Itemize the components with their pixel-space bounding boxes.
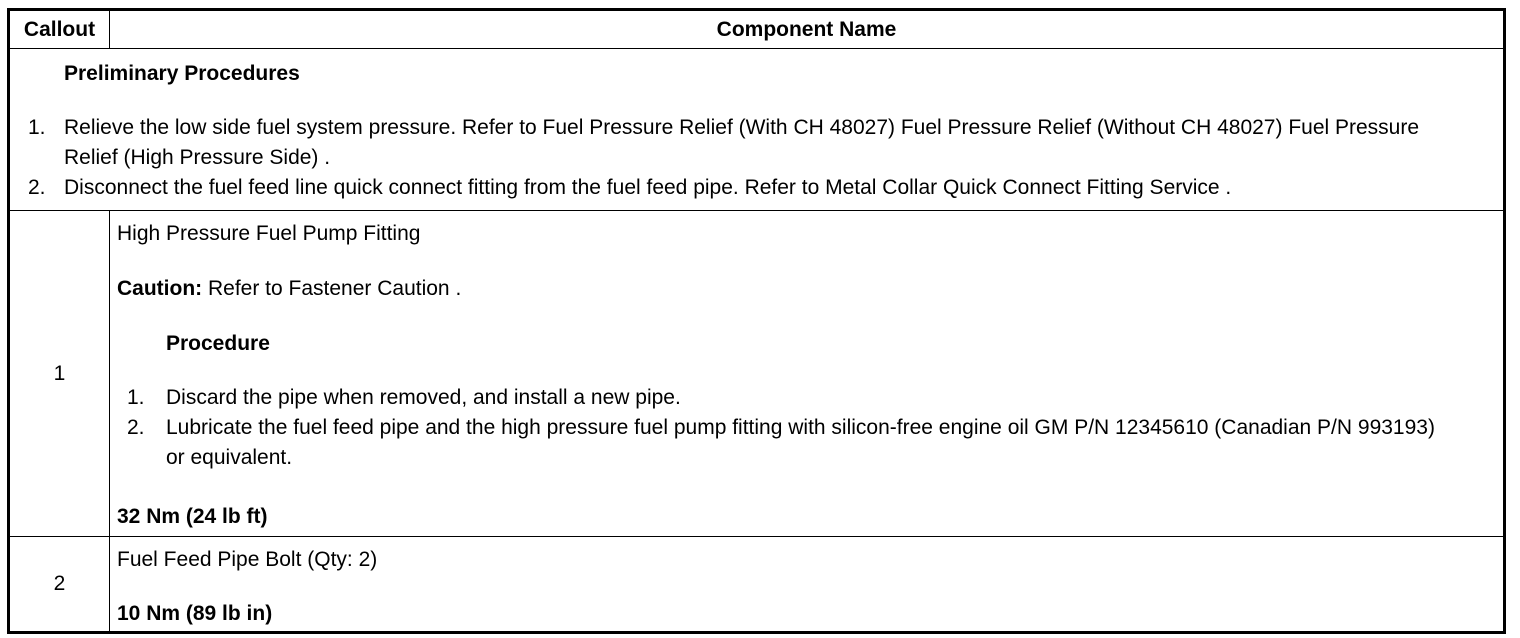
step-text: Disconnect the fuel feed line quick connect fitting from the fuel feed pipe. Refer to Metal Collar Quick Connect Fitting Service .: [64, 176, 1232, 199]
component-name: Fuel Feed Pipe Bolt (Qty: 2): [117, 548, 378, 571]
preliminary-step: [10, 113, 1473, 173]
step-text: Relieve the low side fuel system pressure. Refer to Fuel Pressure Relief (With CH 48027) Fuel Pressure Relief (Without CH 48027) Fuel Pressure Relief (High Pressure Side) .: [64, 116, 1420, 169]
callout-header: Callout: [9, 10, 110, 49]
procedure-steps: [110, 383, 1443, 473]
component-cell: [110, 537, 1505, 633]
component-name-header: Component Name: [110, 10, 1505, 49]
callout-number: 1: [9, 211, 110, 537]
preliminary-cell: [9, 49, 1505, 211]
procedure-title: Procedure: [166, 332, 270, 355]
component-name: High Pressure Fuel Pump Fitting: [117, 222, 421, 245]
table-row: [9, 211, 1505, 537]
step-number: 1.: [127, 386, 145, 409]
step-number: 1.: [28, 116, 46, 139]
preliminary-row: [9, 49, 1505, 211]
step-text: Lubricate the fuel feed pipe and the high pressure fuel pump fitting with silicon-free engine oil GM P/N 12345610 (Canadian P/N 993193) or equivalent.: [166, 416, 1435, 469]
procedure-table: [7, 8, 1506, 634]
preliminary-step: [10, 173, 1473, 203]
torque-spec: 10 Nm (89 lb in): [117, 602, 273, 625]
procedure-step: [110, 383, 1443, 413]
component-cell: [110, 211, 1505, 537]
step-text: Discard the pipe when removed, and install a new pipe.: [166, 386, 681, 409]
table-row: [9, 537, 1505, 633]
caution-text: Refer to Fastener Caution .: [202, 277, 462, 300]
torque-spec: 32 Nm (24 lb ft): [117, 505, 268, 528]
caution-label: Caution:: [117, 277, 203, 300]
preliminary-title: Preliminary Procedures: [64, 62, 300, 85]
callout-number: 2: [9, 537, 110, 633]
preliminary-steps: [10, 113, 1473, 203]
step-number: 2.: [28, 176, 46, 199]
step-number: 2.: [127, 416, 145, 439]
header-row: [9, 10, 1505, 49]
procedure-step: [110, 413, 1443, 473]
caution-note: [117, 274, 461, 304]
